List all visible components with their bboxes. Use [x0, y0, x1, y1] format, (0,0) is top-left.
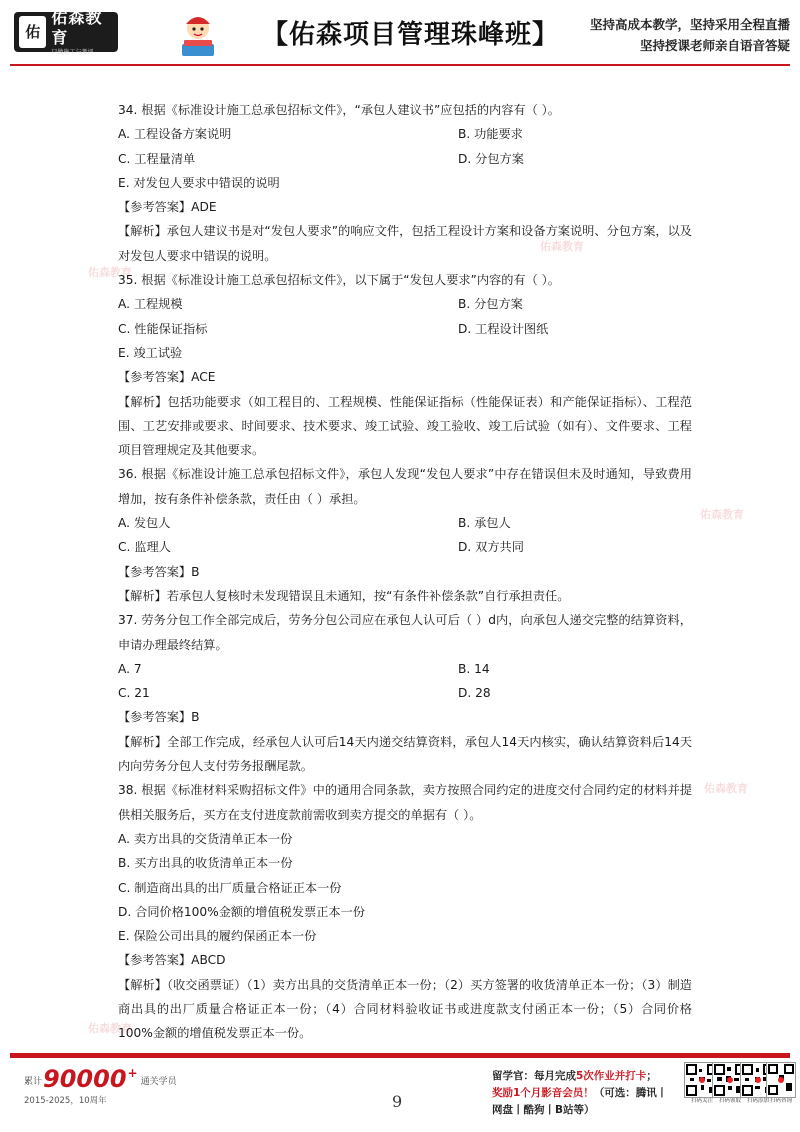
option: B. 买方出具的收货清单正本一份	[118, 856, 293, 871]
option-row	[118, 681, 692, 705]
qr-code-icon	[766, 1062, 796, 1098]
option: C. 监理人	[118, 540, 171, 555]
option: B. 承包人	[458, 516, 511, 531]
logo-slogan: 只做施工与考评	[51, 48, 94, 56]
option: A. 卖方出具的交货清单正本一份	[118, 831, 293, 846]
question-block	[118, 462, 692, 608]
question-block	[118, 608, 692, 778]
option: B. 14	[458, 661, 490, 676]
option: C. 工程量清单	[118, 151, 196, 166]
slogan-line: 坚持授课老师亲自语音答疑	[639, 38, 790, 53]
option: C. 性能保证指标	[118, 321, 208, 336]
watermark: 佑森教育	[540, 240, 584, 253]
question-stem: 36. 根据《标准设计施工总承包招标文件》，承包人发现“发包人要求”中存在错误但未及时通知，导致费用增加，按有条件补偿条款，责任由（ ）承担。	[118, 467, 692, 506]
option: A. 工程设备方案说明	[118, 127, 232, 142]
stat-years: 2015-2025，10周年	[24, 1096, 107, 1106]
option-row	[118, 147, 692, 171]
logo-name: 佑森教育	[51, 7, 103, 47]
question-list	[118, 98, 692, 1046]
option: D. 合同价格100%金额的增值税发票正本一份	[118, 904, 365, 919]
option: A. 发包人	[118, 516, 171, 531]
stat-number: 90000	[43, 1065, 127, 1093]
option: A. 工程规模	[118, 297, 183, 312]
option: B. 分包方案	[458, 297, 523, 312]
option: C. 制造商出具的出厂质量合格证正本一份	[118, 880, 342, 895]
question-block	[118, 778, 692, 1045]
option-row	[118, 171, 692, 195]
option-row	[118, 292, 692, 316]
page-number: 9	[392, 1092, 403, 1111]
option: B. 功能要求	[458, 127, 523, 142]
answer: 【参考答案】ADE	[118, 200, 217, 215]
footer-stats	[24, 1066, 177, 1106]
stat-prefix: 累计	[24, 1077, 43, 1087]
qr-label: 扫码领取	[718, 1098, 741, 1104]
option: E. 对发包人要求中错误的说明	[118, 175, 280, 190]
option: C. 21	[118, 686, 150, 701]
option: D. 工程设计图纸	[458, 321, 549, 336]
analysis: 【解析】若承包人复核时未发现错误且未通知，按“有条件补偿条款”自行承担责任。	[118, 588, 570, 603]
option: A. 7	[118, 661, 142, 676]
option-row	[118, 317, 692, 341]
qr-label: 扫码添加	[746, 1098, 769, 1104]
promo-text: （可选：腾讯丨	[593, 1087, 668, 1099]
logo-seal-icon: 佑	[19, 16, 46, 48]
watermark: 佑森教育	[88, 266, 132, 279]
promo-text: ；	[646, 1070, 657, 1082]
question-stem: 35. 根据《标准设计施工总承包招标文件》，以下属于“发包人要求”内容的有（ ）。	[118, 273, 560, 288]
option-row	[118, 511, 692, 535]
header-slogan	[590, 14, 790, 56]
analysis: 【解析】包括功能要求（如工程目的、工程规模、性能保证指标（性能保证表）和产能保证指标）、工程范围、工艺安排或要求、时间要求、技术要求、竣工试验、竣工验收、竣工后试验（如有）、文件要求、工程项目管理规定及其他要求。	[118, 394, 692, 458]
watermark: 佑森教育	[88, 1022, 132, 1035]
footer-promo	[492, 1068, 682, 1119]
stat-plus: +	[127, 1066, 138, 1080]
question-stem: 37. 劳务分包工作全部完成后，劳务分包公司应在承包人认可后（ ）d内，向承包人递交完整的结算资料，申请办理最终结算。	[118, 613, 692, 652]
answer: 【参考答案】B	[118, 564, 200, 579]
option-row	[118, 657, 692, 681]
qr-code[interactable]	[766, 1062, 796, 1114]
page-title: 【佑森项目管理珠峰班】	[262, 20, 560, 50]
qr-label: 扫码关注	[690, 1098, 713, 1104]
option-row	[118, 122, 692, 146]
promo-text: 网盘丨酷狗丨B站等）	[492, 1104, 595, 1116]
analysis: 【解析】承包人建议书是对“发包人要求”的响应文件，包括工程设计方案和设备方案说明、分包方案，以及对发包人要求中错误的说明。	[118, 224, 692, 263]
mascot-icon	[178, 8, 218, 60]
page-header	[0, 0, 800, 80]
stat-suffix: 通关学员	[140, 1077, 177, 1087]
qr-label: 扫码咨询	[769, 1098, 792, 1104]
option: D. 双方共同	[458, 540, 524, 555]
question-stem: 38. 根据《标准材料采购招标文件》中的通用合同条款，卖方按照合同约定的进度交付合同约定的材料并提供相关服务后，买方在支付进度款前需收到卖方提交的单据有（ ）。	[118, 783, 692, 822]
promo-highlight: 奖励1个月影音会员！	[492, 1087, 594, 1099]
slogan-line: 坚持高成本教学，坚持采用全程直播	[589, 17, 790, 32]
option: D. 分包方案	[458, 151, 524, 166]
question-stem: 34. 根据《标准设计施工总承包招标文件》，“承包人建议书”应包括的内容有（ ）。	[118, 103, 560, 117]
watermark: 佑森教育	[704, 782, 748, 795]
option-row	[118, 535, 692, 559]
analysis: 【解析】全部工作完成，经承包人认可后14天内递交结算资料，承包人14天内核实，确认结算资料后14天内向劳务分包人支付劳务报酬尾款。	[118, 734, 692, 774]
option: E. 竣工试验	[118, 345, 183, 360]
analysis: 【解析】（收交函票证）（1）卖方出具的交货清单正本一份；（2）买方签署的收货清单正本一份；（3）制造商出具的出厂质量合格证正本一份；（4）合同材料验收证书或进度款支付函正本一份；（5）合同价格100%金额的增值税发票正本一份。	[118, 977, 692, 1041]
watermark: 佑森教育	[700, 508, 744, 521]
promo-text: 留学官：	[492, 1070, 534, 1082]
brand-logo	[14, 7, 118, 56]
question-block	[118, 98, 692, 268]
option-row	[118, 341, 692, 365]
header-divider	[10, 64, 790, 66]
answer: 【参考答案】B	[118, 710, 200, 725]
question-block	[118, 268, 692, 462]
option: E. 保险公司出具的履约保函正本一份	[118, 929, 317, 944]
promo-highlight: 5次作业并打卡	[576, 1070, 647, 1082]
footer-divider	[10, 1053, 790, 1058]
answer: 【参考答案】ACE	[118, 370, 216, 385]
promo-text: 每月完成	[534, 1070, 576, 1082]
option: D. 28	[458, 686, 491, 701]
answer: 【参考答案】ABCD	[118, 953, 226, 968]
